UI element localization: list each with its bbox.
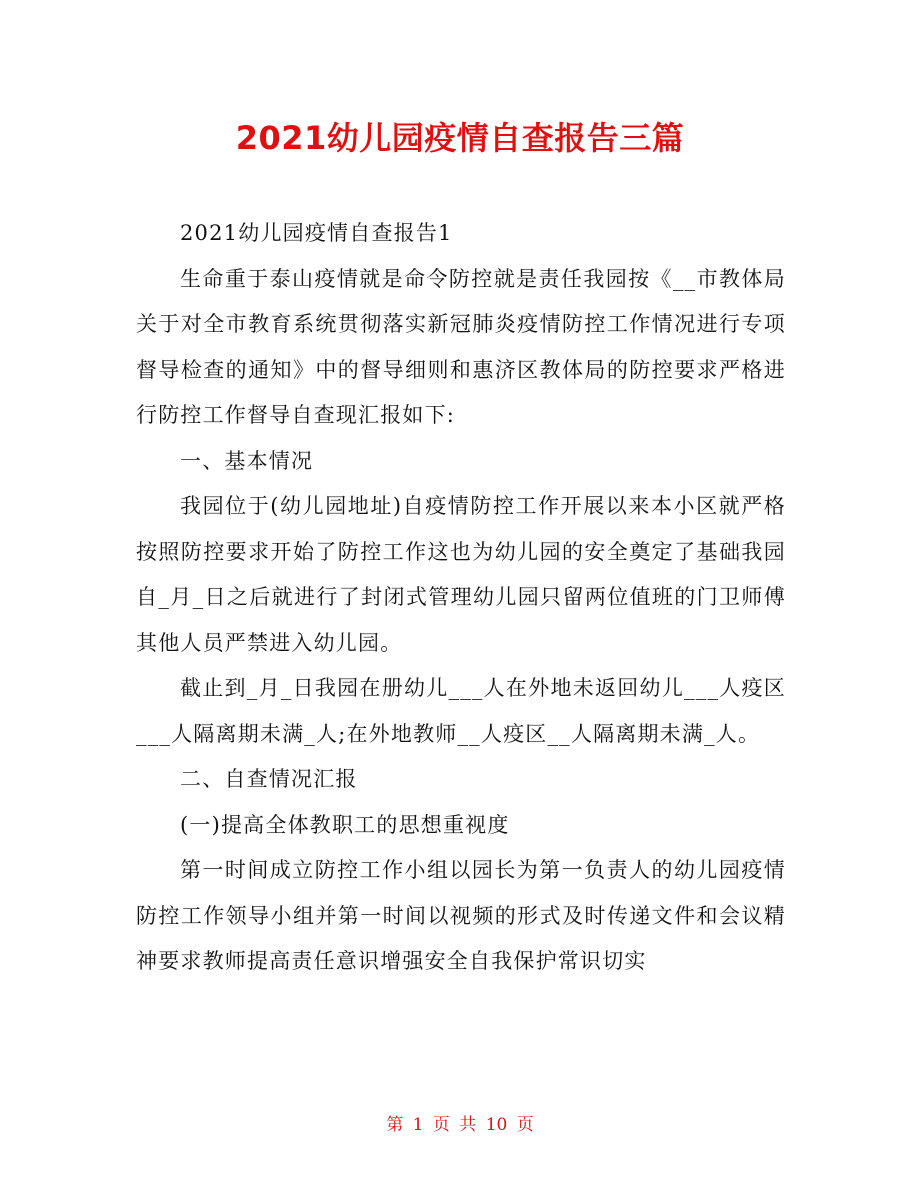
subsection-heading-awareness: (一)提高全体教职工的思想重视度 <box>180 812 510 837</box>
page-title: 2021幼儿园疫情自查报告三篇 <box>235 119 685 157</box>
section-heading-basic-info: 一、基本情况 <box>180 448 314 473</box>
document-body <box>136 211 786 985</box>
paragraph-intro: 生命重于泰山疫情就是命令防控就是责任我园按《__市教体局关于对全市教育系统贯彻落实新冠肺炎疫情防控工作情况进行专项督导检查的通知》中的督导细则和惠济区教体局的防控要求严格进行防控工作督导自查现汇报如下: <box>136 266 786 427</box>
paragraph-location: 我园位于(幼儿园地址)自疫情防控工作开展以来本小区就严格按照防控要求开始了防控工作这也为幼儿园的安全奠定了基础我园自_月_日之后就进行了封闭式管理幼儿园只留两位值班的门卫师傅其他人员严禁进入幼儿园。 <box>136 494 786 655</box>
paragraph-statistics: 截止到_月_日我园在册幼儿___人在外地未返回幼儿___人疫区___人隔离期未满_人;在外地教师__人疫区__人隔离期未满_人。 <box>136 676 786 746</box>
report-subtitle: 2021幼儿园疫情自查报告1 <box>180 221 453 245</box>
page-number-footer: 第 1 页 共 10 页 <box>386 1115 534 1135</box>
paragraph-working-group: 第一时间成立防控工作小组以园长为第一负责人的幼儿园疫情防控工作领导小组并第一时间以视频的形式及时传递文件和会议精神要求教师提高责任意识增强安全自我保护常识切实 <box>136 858 786 973</box>
section-heading-self-check: 二、自查情况汇报 <box>180 767 358 791</box>
